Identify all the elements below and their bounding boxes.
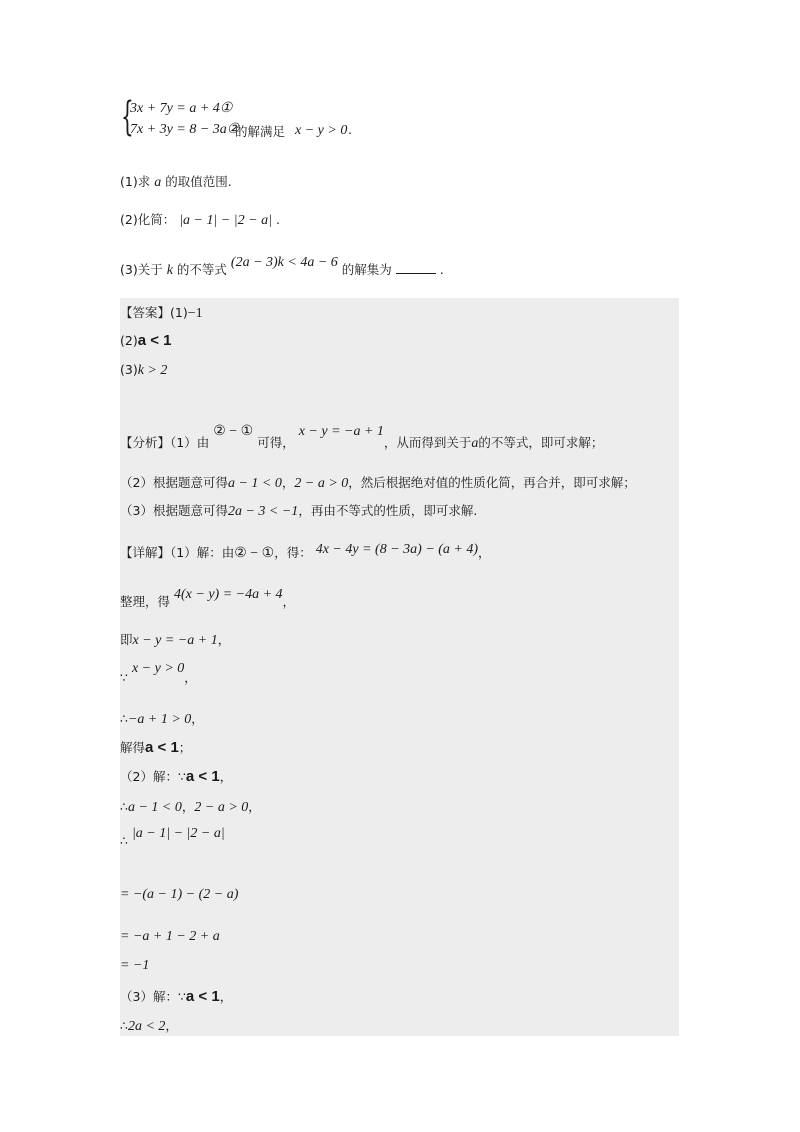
answer-line-1: 【答案】(1)−1 [120,305,203,321]
detail-line-1: 【详解】（1）解：由② − ①，得： 4x − 4y = (8 − 3a) − (a + 4)， [120,542,491,561]
since-symbol: ∵ [120,670,128,685]
answer-blank [396,262,436,274]
detail-line-6: 解得a < 1； [120,739,192,756]
detail-line-12: = −1 [120,958,150,973]
solution-panel [120,298,679,1036]
question-2: (2)化简： |a − 1| − |2 − a| . [120,212,280,228]
detail-line-3: 即x − y = −a + 1， [120,632,231,648]
therefore-symbol: ∴ [120,833,128,848]
condition-period: . [348,122,352,137]
detail-line-7: （2）解：∵a < 1， [120,768,233,785]
question-3: (3)关于 k 的不等式 (2a − 3)k < 4a − 6 的解集为 . [120,255,444,278]
system-brace: { [121,94,134,140]
since-symbol: ∵ [177,989,186,1004]
equation-suffix: 的解满足 [235,124,286,139]
detail-line-14: ∴2a < 2， [120,1018,178,1034]
condition: x − y > 0 [295,123,348,138]
detail-line-13: （3）解：∵a < 1， [120,988,233,1005]
therefore-symbol: ∴ [120,711,128,726]
analysis-line-1: 【分析】（1）由 ② − ① 可得， x − y = −a + 1，从而得到关于a的不等式，即可求解； [120,424,604,451]
equation-2: 7x + 3y = 8 − 3a② [130,122,240,137]
analysis-line-3: （3）根据题意可得2a − 3 < −1，再由不等式的性质，即可求解. [120,503,478,519]
therefore-symbol: ∴ [120,799,128,814]
detail-line-9: ∴ |a − 1| − |2 − a| [120,826,225,848]
answer-line-3: (3)k > 2 [120,362,168,378]
detail-line-10: = −(a − 1) − (2 − a) [120,887,239,902]
detail-line-11: = −a + 1 − 2 + a [120,929,220,944]
therefore-symbol: ∴ [120,1018,128,1033]
detail-line-4: ∵ x − y > 0， [120,661,197,685]
question-1: (1)求 a 的取值范围. [120,174,232,190]
analysis-line-2: （2）根据题意可得a − 1 < 0，2 − a > 0，然后根据绝对值的性质化简，再合并，即可求解； [120,475,636,491]
detail-line-8: ∴a − 1 < 0，2 − a > 0， [120,799,261,815]
answer-line-2: (2)a < 1 [120,332,172,349]
detail-line-5: ∴−a + 1 > 0， [120,711,204,727]
since-symbol: ∵ [177,769,186,784]
detail-line-2: 整理，得 4(x − y) = −4a + 4， [120,587,296,609]
equation-1: 3x + 7y = a + 4① [130,101,233,116]
